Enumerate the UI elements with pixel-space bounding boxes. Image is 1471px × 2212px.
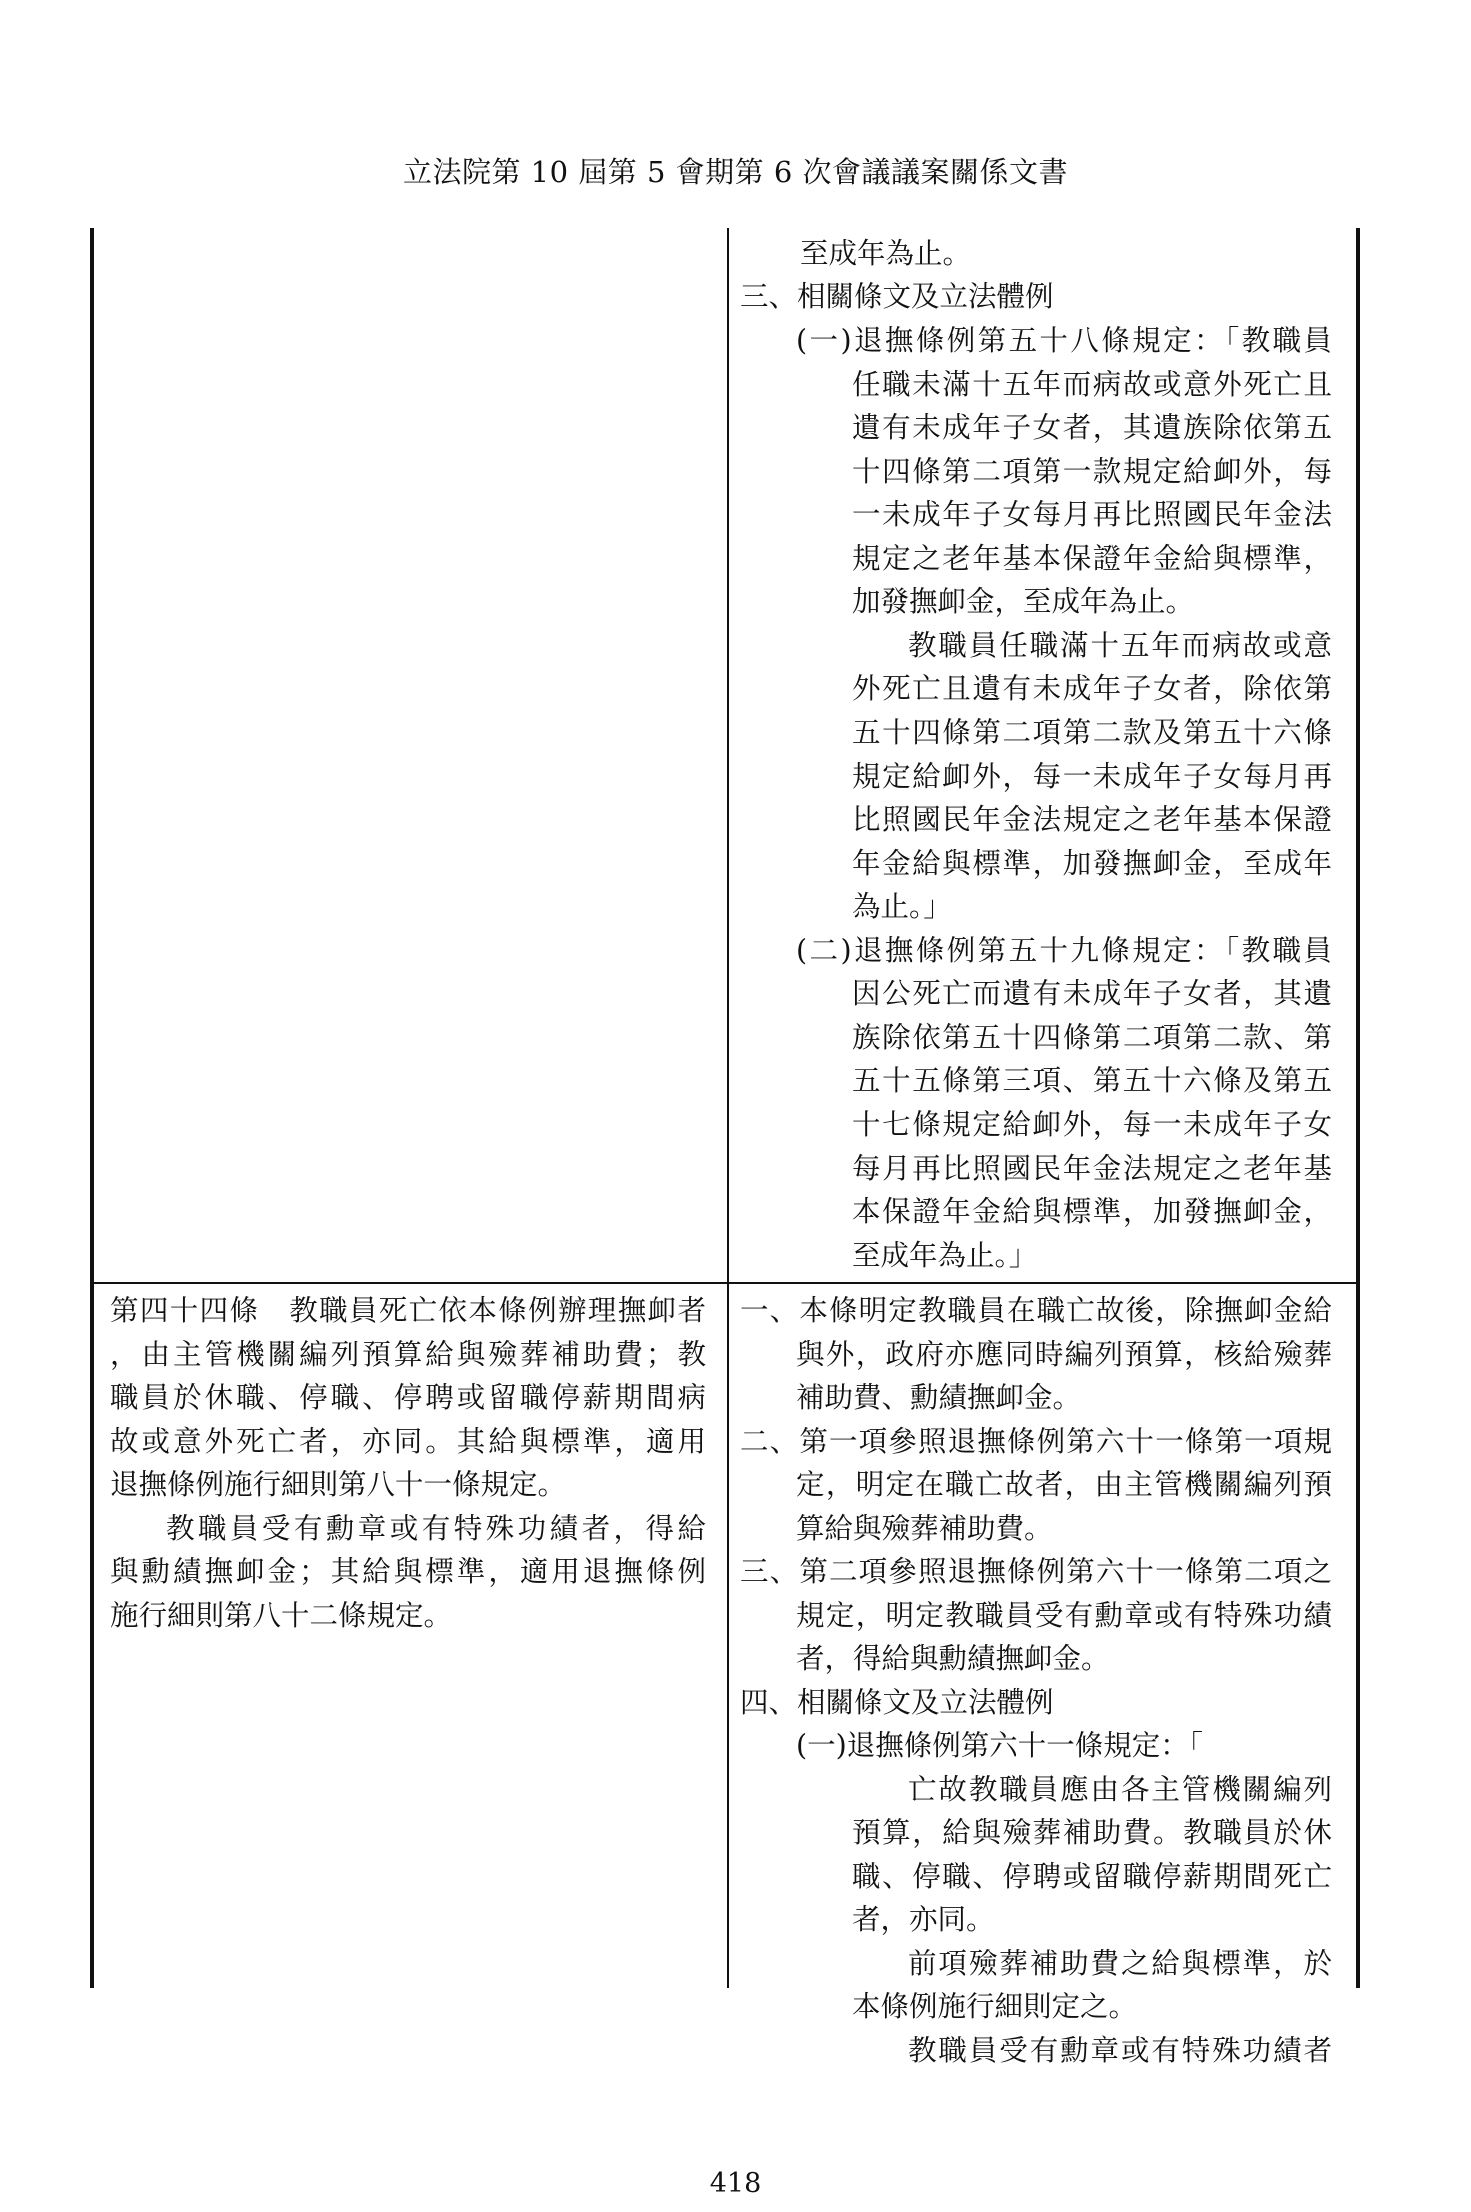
- text-line: 亡故教職員應由各主管機關編列: [908, 1773, 1332, 1806]
- text-line: (二)退撫條例第五十九條規定：「教職員: [796, 934, 1332, 967]
- text-line: 本保證年金給與標準，加發撫卹金，: [852, 1195, 1332, 1228]
- text-line: 故或意外死亡者，亦同。其給與標準，適用: [110, 1425, 706, 1458]
- text-line: 為止。」: [852, 890, 952, 923]
- text-line: 五十五條第三項、第五十六條及第五: [852, 1064, 1332, 1097]
- text-line: 與勳績撫卹金；其給與標準，適用退撫條例: [110, 1555, 706, 1588]
- text-line: 四、相關條文及立法體例: [740, 1686, 1054, 1719]
- text-line: 者，得給與勳績撫卹金。: [796, 1642, 1110, 1675]
- text-line: 規定，明定教職員受有勳章或有特殊功績: [796, 1599, 1332, 1632]
- text-line: 定，明定在職亡故者，由主管機關編列預: [796, 1468, 1332, 1501]
- page-number: 418: [709, 2168, 762, 2199]
- text-line: 十七條規定給卹外，每一未成年子女: [852, 1108, 1332, 1141]
- text-line: ，由主管機關編列預算給與殮葬補助費；教: [110, 1338, 706, 1371]
- text-line: 者，亦同。: [852, 1903, 995, 1936]
- text-line: 一、本條明定教職員在職亡故後，除撫卹金給: [740, 1294, 1332, 1327]
- text-line: 與外，政府亦應同時編列預算，核給殮葬: [796, 1338, 1332, 1371]
- text-line: 教職員受有勳章或有特殊功績者，得給: [166, 1512, 706, 1545]
- text-line: 外死亡且遺有未成年子女者，除依第: [852, 672, 1332, 705]
- text-line: 退撫條例施行細則第八十一條規定。: [110, 1468, 567, 1501]
- text-line: 預算，給與殮葬補助費。教職員於休: [852, 1816, 1332, 1849]
- text-line: 任職未滿十五年而病故或意外死亡且: [852, 368, 1332, 401]
- text-line: 每月再比照國民年金法規定之老年基: [852, 1152, 1332, 1185]
- text-line: 補助費、勳績撫卹金。: [796, 1381, 1082, 1414]
- text-line: 職、停職、停聘或留職停薪期間死亡: [852, 1860, 1332, 1893]
- text-line: 年金給與標準，加發撫卹金，至成年: [852, 847, 1332, 880]
- text-line: 比照國民年金法規定之老年基本保證: [852, 803, 1332, 836]
- text-line: 職員於休職、停職、停聘或留職停薪期間病: [110, 1381, 706, 1414]
- text-line: 前項殮葬補助費之給與標準，於: [908, 1947, 1332, 1980]
- text-line: 規定之老年基本保證年金給與標準，: [852, 542, 1332, 575]
- text-line: 遺有未成年子女者，其遺族除依第五: [852, 411, 1332, 444]
- table-left-border: [90, 228, 94, 1988]
- text-line: 十四條第二項第一款規定給卹外，每: [852, 455, 1332, 488]
- text-line: 本條例施行細則定之。: [852, 1990, 1138, 2023]
- text-line: (一)退撫條例第六十一條規定：「: [796, 1729, 1203, 1762]
- document-header: 立法院第 10 屆第 5 會期第 6 次會議議案關係文書: [402, 155, 1069, 189]
- text-line: 族除依第五十四條第二項第二款、第: [852, 1021, 1332, 1054]
- text-line: 至成年為止。: [800, 237, 972, 270]
- text-line: 至成年為止。」: [852, 1239, 1038, 1272]
- text-line: 五十四條第二項第二款及第五十六條: [852, 716, 1332, 749]
- text-line: 教職員任職滿十五年而病故或意: [908, 629, 1332, 662]
- text-line: 教職員受有勳章或有特殊功績者: [908, 2034, 1332, 2067]
- text-line: 三、相關條文及立法體例: [740, 280, 1054, 313]
- text-line: 施行細則第八十二條規定。: [110, 1599, 453, 1632]
- table-column-divider: [727, 228, 729, 1988]
- text-line: (一)退撫條例第五十八條規定：「教職員: [796, 324, 1332, 357]
- table-row-divider: [90, 1282, 1360, 1284]
- text-line: 加發撫卹金，至成年為止。: [852, 585, 1195, 618]
- text-line: 一未成年子女每月再比照國民年金法: [852, 498, 1332, 531]
- table-right-border: [1356, 228, 1360, 1988]
- text-line: 算給與殮葬補助費。: [796, 1512, 1053, 1545]
- article-title-line: 第四十四條 教職員死亡依本條例辦理撫卹者: [110, 1294, 706, 1327]
- text-line: 二、第一項參照退撫條例第六十一條第一項規: [740, 1425, 1332, 1458]
- text-line: 規定給卹外，每一未成年子女每月再: [852, 760, 1332, 793]
- text-line: 因公死亡而遺有未成年子女者，其遺: [852, 977, 1332, 1010]
- text-line: 三、第二項參照退撫條例第六十一條第二項之: [740, 1555, 1332, 1588]
